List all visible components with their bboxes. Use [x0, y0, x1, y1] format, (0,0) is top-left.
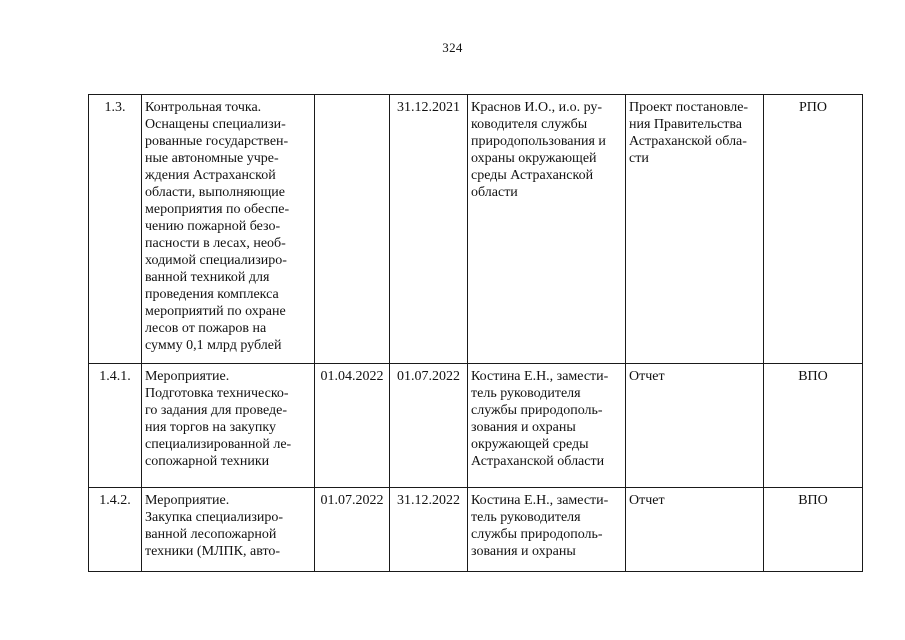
row-end-date: 31.12.2021 — [390, 95, 468, 364]
row-type: ВПО — [764, 364, 863, 488]
row-end-date: 31.12.2022 — [390, 488, 468, 572]
row-number: 1.3. — [89, 95, 142, 364]
row-responsible: Костина Е.Н., замести- тель руководителя службы природополь- зования и охраны — [468, 488, 626, 572]
row-type: ВПО — [764, 488, 863, 572]
row-description: Контрольная точка. Оснащены специализи- рованные государствен- ные автономные учре- ждения Астраханской области, выполняющие мероприятия по обеспе- чению пожарной безо- пасности в лесах, необ- ходимой специализиро- ванной техникой для проведения комплекса мероприятий по охране лесов от пожаров на сумму 0,1 млрд рублей — [142, 95, 315, 364]
row-result: Отчет — [626, 488, 764, 572]
table-row — [89, 364, 863, 488]
row-end-date: 01.07.2022 — [390, 364, 468, 488]
table-row — [89, 95, 863, 364]
row-type: РПО — [764, 95, 863, 364]
row-number: 1.4.1. — [89, 364, 142, 488]
row-responsible: Краснов И.О., и.о. ру- ководителя службы природопользования и охраны окружающей среды Астраханской области — [468, 95, 626, 364]
row-start-date: 01.07.2022 — [315, 488, 390, 572]
plan-table — [88, 94, 863, 572]
row-description: Мероприятие. Подготовка техническо- го задания для проведе- ния торгов на закупку специализированной ле- сопожарной техники — [142, 364, 315, 488]
row-result: Проект постановле- ния Правительства Астраханской обла- сти — [626, 95, 764, 364]
row-responsible: Костина Е.Н., замести- тель руководителя службы природополь- зования и охраны окружающей среды Астраханской области — [468, 364, 626, 488]
row-result: Отчет — [626, 364, 764, 488]
page-number: 324 — [442, 40, 463, 55]
row-number: 1.4.2. — [89, 488, 142, 572]
table-row — [89, 488, 863, 572]
row-description: Мероприятие. Закупка специализиро- ванной лесопожарной техники (МЛПК, авто- — [142, 488, 315, 572]
row-start-date: 01.04.2022 — [315, 364, 390, 488]
row-start-date — [315, 95, 390, 364]
